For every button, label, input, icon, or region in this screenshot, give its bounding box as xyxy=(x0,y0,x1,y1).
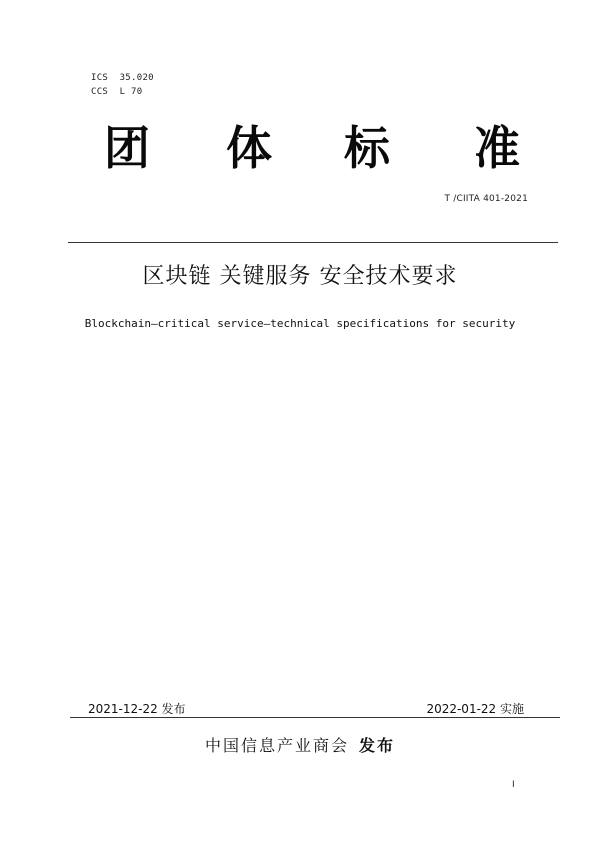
english-document-title: Blockchain—critical service—technical specifications for security xyxy=(84,317,516,330)
publisher-line xyxy=(0,735,600,757)
bottom-divider xyxy=(70,717,560,718)
issue-label: 发布 xyxy=(359,736,396,755)
heading-char-3: 标 xyxy=(344,121,390,175)
chinese-document-title: 区块链 关键服务 安全技术要求 xyxy=(142,264,458,289)
ccs-code: CCS L 70 xyxy=(91,87,143,97)
publish-date: 2021-12-22 发布 xyxy=(88,702,186,716)
top-divider xyxy=(68,242,558,243)
publisher-name: 中国信息产业商会 xyxy=(204,736,349,755)
standard-number: T /CIITA 401-2021 xyxy=(444,194,528,204)
page-number: I xyxy=(512,780,515,790)
group-standard-heading xyxy=(100,118,540,178)
heading-char-4: 准 xyxy=(474,121,520,175)
classification-codes xyxy=(91,71,154,99)
heading-char-1: 团 xyxy=(104,121,150,175)
ics-code: ICS 35.020 xyxy=(91,73,154,83)
effective-date: 2022-01-22 实施 xyxy=(426,702,524,716)
heading-char-2: 体 xyxy=(226,121,272,175)
